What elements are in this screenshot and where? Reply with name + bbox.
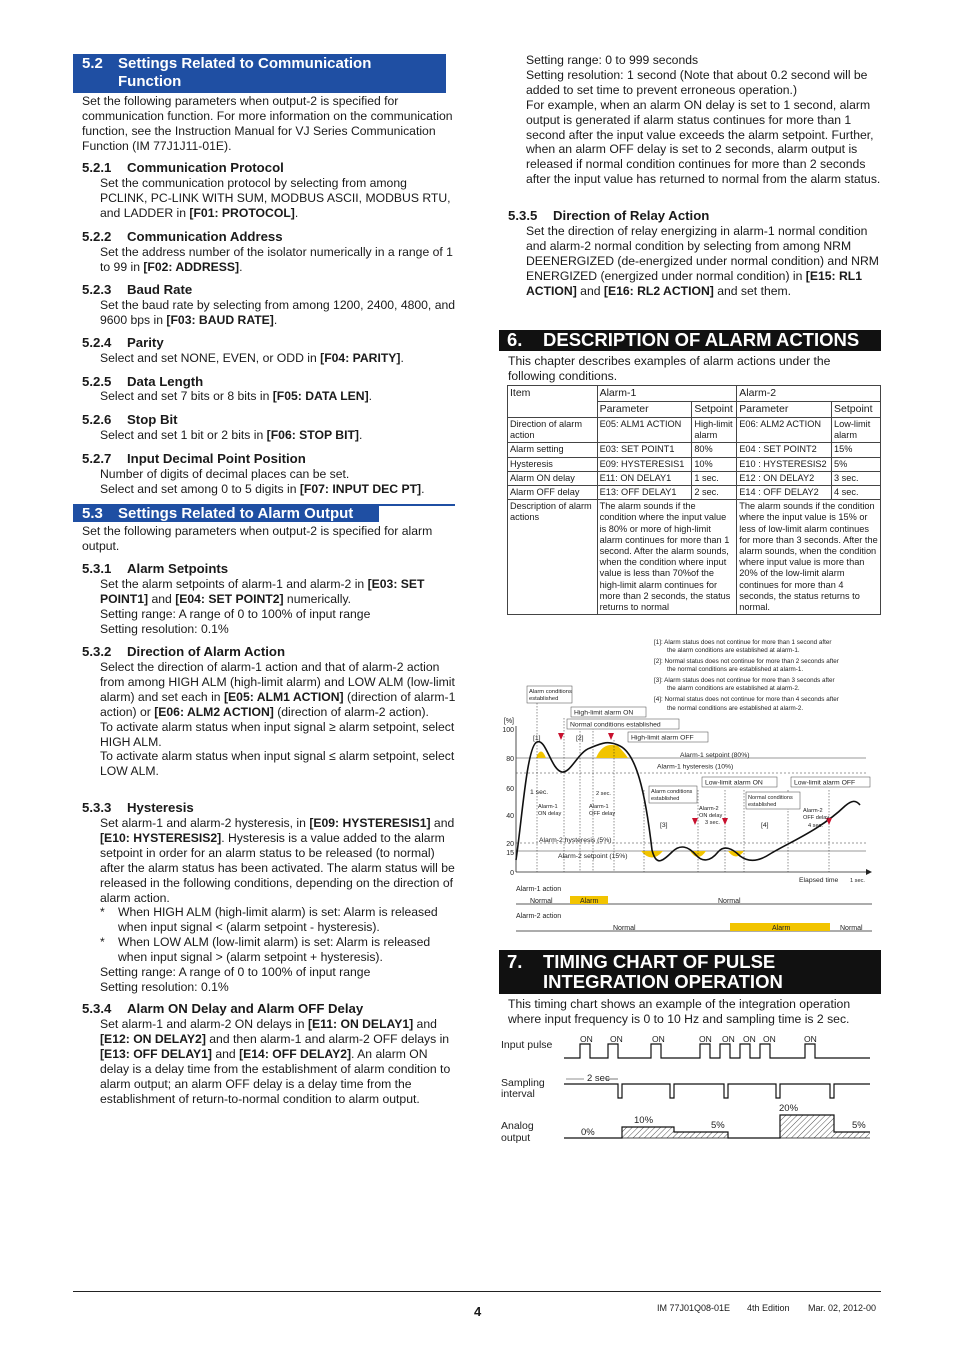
heading-5-2-1: 5.2.1 Communication Protocol <box>82 160 284 175</box>
svg-text:[2]: Normal status does not co: [2]: Normal status does not continue for more than 2 seconds after <box>654 658 839 665</box>
bullet-high-alm: * When HIGH ALM (high-limit alarm) is set: Alarm is released when input signal < (alarm setpoint - hysteresis). <box>100 905 438 935</box>
svg-text:the alarm conditions are estab: the alarm conditions are established at alarm-1. <box>667 647 800 654</box>
svg-text:the normal conditions are esta: the normal conditions are established at alarm-1. <box>667 666 804 673</box>
svg-text:established: established <box>529 696 559 702</box>
alarm-fill <box>596 745 628 758</box>
svg-text:Alarm-2: Alarm-2 <box>803 808 823 814</box>
heading-5-2-6: 5.2.6 Stop Bit <box>82 412 178 427</box>
svg-text:Sampling: Sampling <box>501 1077 545 1089</box>
svg-text:Normal: Normal <box>718 898 741 905</box>
text-5-3-3: Set alarm-1 and alarm-2 hysteresis, in [E09: HYSTERESIS1] and [E10: HYSTERESIS2]. Hysteresis is a value added to the alarm setpoint in order for an alarm status to be released (to normal) after the alarm status has been activated. The alarm status will be released in the following conditions, depending on the direction of alarm action. * When HIGH ALM (high-limit alarm) is set: Alarm is released when input signal < (alarm setpoint - hysteresis). * When LOW ALM (low-limit alarm) is set: Alarm is released when input signal > (alarm setpoint + hysteresis). Setting range: A range of 0 to 100% of input range Setting resolution: 0.1% <box>73 816 457 995</box>
table-row: Alarm ON delay E11: ON DELAY1 1 sec. E12 : ON DELAY2 3 sec. <box>508 471 881 485</box>
on-labels <box>580 1034 817 1044</box>
text-5-3-4-cont: Setting range: 0 to 999 seconds Setting resolution: 1 second (Note that about 0.2 second will be added to set time to prevent erroneous operation.) For example, when an alarm ON delay is set to 1 second, alarm output is generated if alarm status continues for more than 1 second after the input value exceeds the alarm setpoint. Further, when an alarm OFF delay is set to 2 seconds, alarm output is released if normal condition continues for more than 2 seconds after the input value has returned to normal from the alarm status. <box>526 53 881 187</box>
svg-text:Alarm conditions: Alarm conditions <box>651 789 693 795</box>
svg-text:ON: ON <box>804 1034 817 1044</box>
svg-text:ON delay: ON delay <box>699 813 723 819</box>
svg-text:Elapsed time: Elapsed time <box>799 877 839 884</box>
svg-text:ON: ON <box>652 1034 665 1044</box>
svg-text:2 sec: 2 sec <box>587 1073 610 1084</box>
heading-5-3-5: 5.3.5 Direction of Relay Action <box>508 208 710 223</box>
svg-text:OFF delay: OFF delay <box>803 815 830 821</box>
y-tick-labels <box>502 718 514 877</box>
svg-text:Alarm: Alarm <box>580 898 599 905</box>
text-5-2-2: Set the address number of the isolator numerically in a range of 1 to 99 in [F02: ADDRESS]. <box>100 245 453 274</box>
text-5-2-6: Select and set 1 bit or 2 bits in [F06: STOP BIT]. <box>100 428 363 442</box>
bullet-low-alm: * When LOW ALM (low-limit alarm) is set: Alarm is released when input signal > (alarm setpoint + hysteresis). <box>100 935 431 965</box>
svg-text:3 sec.: 3 sec. <box>705 820 720 826</box>
svg-text:Alarm-1: Alarm-1 <box>589 804 609 810</box>
section-5-2-intro: Set the following parameters when output-2 is specified for communication function. For more information on the communication function, see the Instruction Manual for VJ Series Communication Function (IM 77J1J11-01E). <box>82 94 453 153</box>
text-5-2-5: Select and set 7 bits or 8 bits in [F05: DATA LEN]. <box>100 389 373 403</box>
section-5-2-heading: 5.2 Settings Related to Communication Function <box>73 54 446 93</box>
svg-text:ON: ON <box>580 1034 593 1044</box>
svg-text:[1]: Alarm status does not con: [1]: Alarm status does not continue for more than 1 second after <box>654 639 832 646</box>
heading-5-2-5: 5.2.5 Data Length <box>82 374 204 389</box>
svg-text:High-limit alarm OFF: High-limit alarm OFF <box>631 734 694 742</box>
page-number: 4 <box>474 1304 482 1319</box>
chapter-6-intro: This chapter describes examples of alarm actions under the following conditions. <box>508 354 831 383</box>
svg-text:the alarm conditions are estab: the alarm conditions are established at alarm-2. <box>667 685 800 692</box>
svg-text:2 sec.: 2 sec. <box>596 791 611 797</box>
text-5-3-2: Select the direction of alarm-1 action and that of alarm-2 action from among HIGH ALM (high-limit alarm) and LOW ALM (low-limit alarm) and set each in [E05: ALM1 ACTION] (direction of alarm-1 action) or [E06: ALM2 ACTION] (direction of alarm-2 action). To activate alarm status when input signal ≥ alarm setpoint, select HIGH ALM. To activate alarm status when input signal ≤ alarm setpoint, select LOW ALM. <box>100 660 456 779</box>
svg-text:High-limit alarm ON: High-limit alarm ON <box>574 709 634 717</box>
svg-text:established: established <box>651 796 680 802</box>
section-5-3-heading: 5.3 Settings Related to Alarm Output <box>73 504 379 522</box>
svg-text:established: established <box>748 802 777 808</box>
input-pulse-waveform <box>564 1044 870 1058</box>
heading-5-2-3: 5.2.3 Baud Rate <box>82 282 193 297</box>
text-5-2-1: Set the communication protocol by selecting from among PCLINK, PC-LINK WITH SUM, MODBUS ASCII, MODBUS RTU, and LADDER in [F01: PROTOCOL]. <box>100 176 451 220</box>
table-row: Description of alarm actions The alarm sounds if the condition where the input value is 80% or more of high-limit alarm continues for more than 1 second. After the alarm sounds, when the condition where input value is less than 70%of the high-limit alarm continues for more than 2 seconds, the status returns to normal The alarm sounds if the condition where the input value is 15% or less of low-limit alarm continues for more than 3 seconds. After the alarm sounds, when the condition where input value is more than 20% of the low-limit alarm continues for more than 4 seconds, the status returns to normal. <box>508 500 881 615</box>
svg-text:[%]: [%] <box>503 718 514 725</box>
svg-text:80: 80 <box>506 756 514 763</box>
heading-5-2-7: 5.2.7 Input Decimal Point Position <box>82 451 306 466</box>
svg-text:Analog: Analog <box>501 1120 534 1132</box>
svg-text:Input pulse: Input pulse <box>501 1039 553 1051</box>
table-row: Alarm setting E03: SET POINT1 80% E04 : SET POINT2 15% <box>508 443 881 457</box>
chapter-7-intro: This timing chart shows an example of the integration operation where input frequency is 0 to 10 Hz and sampling time is 2 sec. <box>508 997 851 1026</box>
text-5-2-3: Set the baud rate by selecting from among 1200, 2400, 4800, and 9600 bps in [F03: BAUD RATE]. <box>100 298 456 327</box>
svg-text:ON: ON <box>722 1034 735 1044</box>
svg-text:Alarm-1: Alarm-1 <box>538 804 558 810</box>
analog-hatch-20 <box>780 1115 834 1138</box>
svg-text:0: 0 <box>510 870 514 877</box>
svg-text:1 sec.: 1 sec. <box>850 878 865 884</box>
svg-text:[3]: Alarm status does not con: [3]: Alarm status does not continue for more than 3 seconds after <box>654 677 835 684</box>
svg-text:Normal: Normal <box>530 898 553 905</box>
diagram-notes <box>654 639 839 712</box>
text-5-3-5: Set the direction of relay energizing in alarm-1 normal condition and alarm-2 normal condition by selecting from among NRM DEENERGIZED (de-energized under normal condition) and NRM ENERGIZED (energized under normal condition) in [E15: RL1 ACTION] and [E16: RL2 ACTION] and set them. <box>526 224 879 298</box>
heading-5-3-1: 5.3.1 Alarm Setpoints <box>82 561 229 576</box>
svg-text:Alarm conditions: Alarm conditions <box>529 689 572 695</box>
svg-text:Normal conditions established: Normal conditions established <box>570 721 661 729</box>
svg-text:Alarm-1 action: Alarm-1 action <box>516 886 562 893</box>
svg-text:Normal: Normal <box>613 925 636 932</box>
date: Mar. 02, 2012-00 <box>808 1303 877 1313</box>
svg-text:output: output <box>501 1132 531 1144</box>
svg-text:OFF delay: OFF delay <box>589 811 616 817</box>
table-row: Parameter Setpoint Parameter Setpoint <box>508 402 881 418</box>
svg-text:4 sec.: 4 sec. <box>808 823 823 829</box>
svg-text:[2]: [2] <box>576 735 584 742</box>
analog-hatch-10 <box>622 1127 674 1138</box>
heading-5-3-3: 5.3.3 Hysteresis <box>82 800 194 815</box>
svg-text:ON: ON <box>743 1034 756 1044</box>
sampling-waveform <box>564 1084 870 1098</box>
svg-text:Alarm-2 hysteresis (5%): Alarm-2 hysteresis (5%) <box>539 837 612 844</box>
svg-text:Normal conditions: Normal conditions <box>748 795 793 801</box>
chapter-7-heading: 7. TIMING CHART OF PULSE INTEGRATION OPERATION <box>499 950 881 994</box>
svg-text:100: 100 <box>502 727 514 734</box>
svg-text:15: 15 <box>506 850 514 857</box>
svg-text:5%: 5% <box>852 1120 866 1131</box>
svg-text:Alarm-1 hysteresis (10%): Alarm-1 hysteresis (10%) <box>657 763 734 771</box>
edition: 4th Edition <box>747 1303 790 1313</box>
svg-text:20: 20 <box>506 841 514 848</box>
heading-5-3-2: 5.3.2 Direction of Alarm Action <box>82 644 286 659</box>
svg-text:0%: 0% <box>581 1127 595 1138</box>
chapter-6-heading: 6. DESCRIPTION OF ALARM ACTIONS <box>499 330 881 351</box>
text-5-3-4: Set alarm-1 and alarm-2 ON delays in [E11: ON DELAY1] and [E12: ON DELAY2] and then alarm-1 and alarm-2 OFF delays in [E13: OFF DELAY1] and [E14: OFF DELAY2]. An alarm ON delay is a delay time from the establishment of alarm condition to alarm output; an alarm OFF delay is a delay time from the establishment of return-to-normal condition to alarm output. <box>100 1017 451 1106</box>
footer-rule <box>73 1291 881 1292</box>
svg-text:the normal conditions are esta: the normal conditions are established at alarm-2. <box>667 705 804 712</box>
x-axis-arrow <box>866 869 872 875</box>
heading-5-2-4: 5.2.4 Parity <box>82 335 164 350</box>
doc-number: IM 77J01Q08-01E <box>657 1303 731 1313</box>
svg-text:10%: 10% <box>634 1115 654 1126</box>
heading-5-3-4: 5.3.4 Alarm ON Delay and Alarm OFF Delay <box>82 1001 364 1016</box>
text-5-3-1: Set the alarm setpoints of alarm-1 and alarm-2 in [E03: SET POINT1] and [E04: SET POINT2] numerically. Setting range: A range of 0 to 100% of input range Setting resolution: 0.1% <box>100 577 425 636</box>
svg-text:40: 40 <box>506 813 514 820</box>
svg-text:interval: interval <box>501 1088 535 1100</box>
alarm-fill <box>536 752 546 759</box>
table-row: Hysteresis E09: HYSTERESIS1 10% E10 : HYSTERESIS2 5% <box>508 457 881 471</box>
svg-text:[1]: [1] <box>533 735 541 742</box>
svg-text:ON: ON <box>610 1034 623 1044</box>
svg-text:Alarm-2 action: Alarm-2 action <box>516 913 562 920</box>
heading-5-2-2: 5.2.2 Communication Address <box>82 229 283 244</box>
svg-text:Low-limit alarm ON: Low-limit alarm ON <box>705 779 763 787</box>
svg-text:Normal: Normal <box>840 925 863 932</box>
svg-text:Alarm-1 setpoint (80%): Alarm-1 setpoint (80%) <box>680 752 750 759</box>
svg-text:ON: ON <box>763 1034 776 1044</box>
svg-text:Alarm-2 setpoint (15%): Alarm-2 setpoint (15%) <box>558 853 628 860</box>
svg-text:1 sec.: 1 sec. <box>530 789 549 796</box>
table-row: Alarm OFF delay E13: OFF DELAY1 2 sec. E14 : OFF DELAY2 4 sec. <box>508 486 881 500</box>
svg-text:60: 60 <box>506 786 514 793</box>
section-5-3-intro: Set the following parameters when output-2 is specified for alarm output. <box>82 524 433 553</box>
analog-hatch-5 <box>674 1132 728 1138</box>
svg-text:Alarm: Alarm <box>772 925 791 932</box>
svg-text:ON: ON <box>699 1034 712 1044</box>
timing-chart-labels <box>501 1039 553 1144</box>
svg-text:ON delay: ON delay <box>538 811 562 817</box>
svg-text:20%: 20% <box>779 1103 799 1114</box>
svg-text:[3]: [3] <box>660 822 668 829</box>
text-5-2-7: Number of digits of decimal places can be set. Select and set among 0 to 5 digits in [F07: INPUT DEC PT]. <box>100 467 425 496</box>
svg-text:[4]: Normal status does not co: [4]: Normal status does not continue for more than 4 seconds after <box>654 696 839 703</box>
table-row: Direction of alarm action E05: ALM1 ACTION High-limit alarm E06: ALM2 ACTION Low-limit alarm <box>508 418 881 443</box>
svg-text:Alarm-2: Alarm-2 <box>699 806 719 812</box>
table-row: Item Alarm-1 Alarm-2 <box>508 386 881 402</box>
svg-text:[4]: [4] <box>761 822 769 829</box>
text-5-2-4: Select and set NONE, EVEN, or ODD in [F04: PARITY]. <box>100 351 404 365</box>
svg-text:5%: 5% <box>711 1120 725 1131</box>
analog-hatch-5b <box>834 1132 870 1138</box>
svg-text:Low-limit alarm OFF: Low-limit alarm OFF <box>794 779 856 787</box>
